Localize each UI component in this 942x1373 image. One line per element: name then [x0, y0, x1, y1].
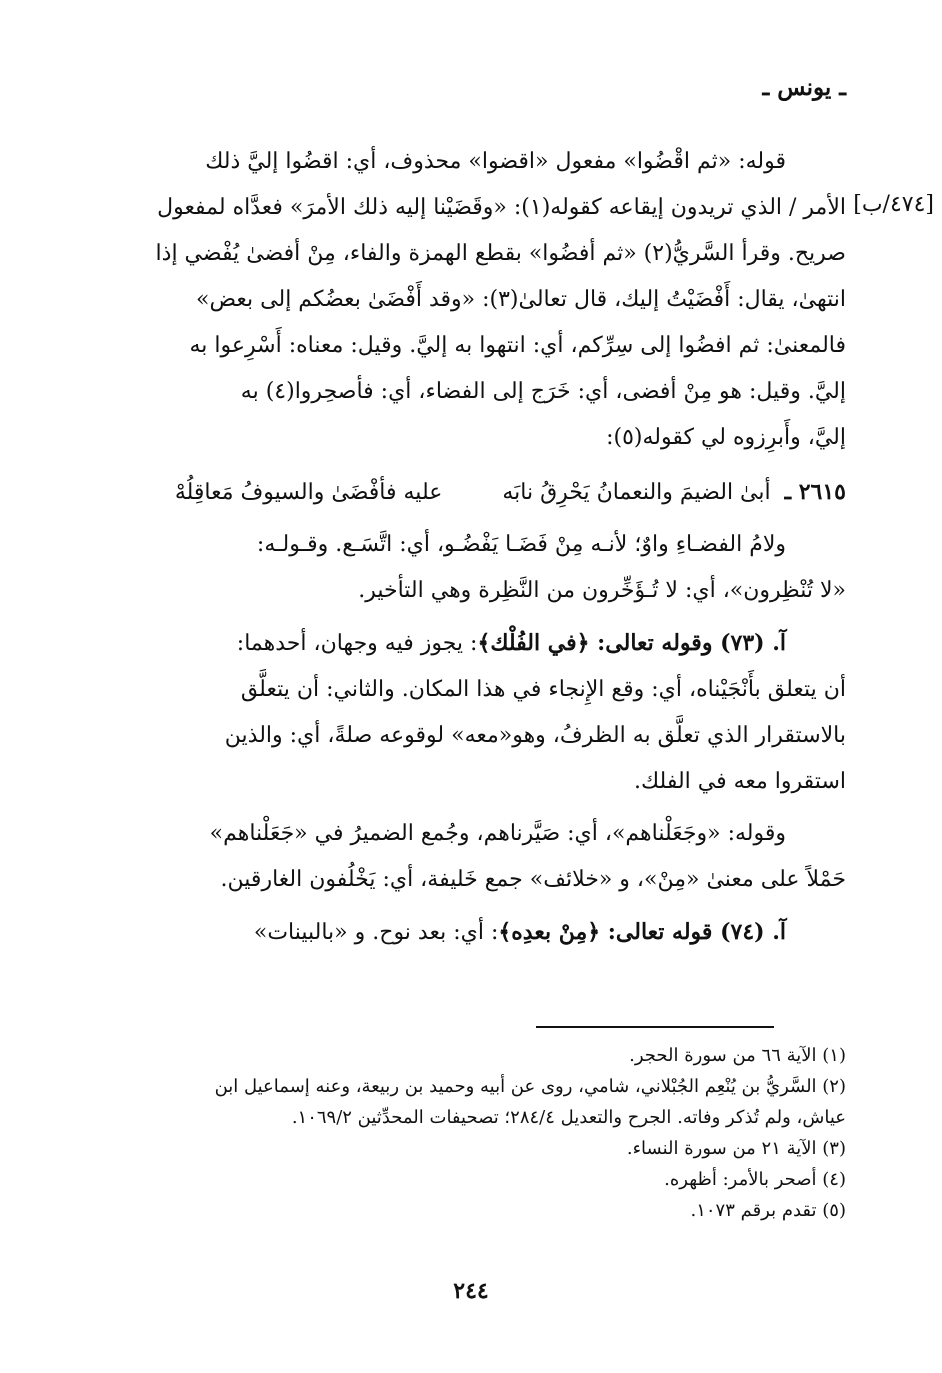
text-line: «لا تُنْظِرون»، أي: لا تُـؤَخِّرون من النَّظِرة وهي التأخير. [358, 578, 846, 603]
text-line: استقروا معه في الفلك. [634, 769, 846, 794]
text-line: بالاستقرار الذي تعلَّق به الظرفُ، وهو«معه» لوقوعه صلةً، أي: والذين [224, 723, 846, 748]
footnote: (٣) الآية ٢١ من سورة النساء. [626, 1138, 846, 1159]
running-header: ـ يونس ـ [762, 74, 846, 101]
footnote: (٤) أصحر بالأمر: أظهره. [664, 1169, 846, 1190]
footnote: (١) الآية ٦٦ من سورة الحجر. [629, 1045, 846, 1066]
text-line: فالمعنىٰ: ثم افضُوا إلى سِرِّكم، أي: انتهوا به إليَّ. وقيل: معناه: أَسْرِعوا به [189, 333, 846, 358]
footnotes [86, 1040, 846, 1226]
manuscript-folio-note: [٤٧٤/ب] [853, 192, 934, 217]
text-line: قوله: «ثم اقْضُوا» مفعول «اقضوا» محذوف، أي: اقضُوا إليَّ ذلك [205, 149, 786, 174]
verse-number: ٢٦١٥ ـ [784, 479, 846, 505]
text-line: الأمر / الذي تريدون إيقاعه كقوله(١): «وقَضَيْنا إليه ذلك الأمرَ» فعدَّاه لمفعول [157, 195, 846, 220]
verse-commentary-74 [90, 909, 846, 956]
verse-heading: آ. (٧٣) وقوله تعالى: ﴿في الفُلْك﴾ [477, 630, 786, 656]
text-line: إليَّ، وأَبرِزوه لي كقوله(٥): [606, 425, 846, 450]
verse-hemistich-1: أبىٰ الضيمَ والنعمانُ يَحْرِقُ نابَه [502, 480, 771, 505]
text-line: وقوله: «وجَعَلْناهم»، أي: صَيَّرناهم، وجُمع الضميرُ في «جَعَلْناهم» [209, 821, 786, 846]
poetry-verse [90, 469, 846, 516]
footnote-continuation: عياش، ولم تُذكر وفاته. الجرح والتعديل ٢٨٤/٤؛ تصحيفات المحدِّثين ١٠٦٩/٢. [291, 1107, 846, 1128]
text-line: إليَّ. وقيل: هو مِنْ أفضى، أي: خَرَج إلى الفضاء، أي: فأصحِروا(٤) به [240, 379, 846, 404]
heading-continuation: : أي: بعد نوح. و «بالبينات» [253, 920, 499, 945]
page-number: ٢٤٤ [453, 1278, 489, 1304]
text-line: حَمْلاً على معنىٰ «مِنْ»، و «خلائف» جمع خَليفة، أي: يَخْلُفون الغارقين. [220, 867, 846, 892]
text-line: ولامُ الفضـاءِ واوٌ؛ لأنـه مِنْ فَضَـا يَفْضُـو، أي: اتَّسَـع. وقـولـه: [256, 532, 786, 557]
heading-continuation: : يجوز فيه وجهان، أحدهما: [236, 631, 478, 656]
verse-hemistich-2: عليه فأفْضَىٰ والسيوفُ مَعاقِلُهْ [174, 480, 443, 505]
verse-heading: آ. (٧٤) قوله تعالى: ﴿مِنْ بعدِه﴾ [498, 919, 786, 945]
verse-commentary-73 [90, 620, 846, 667]
footnote: (٢) السَّريُّ بن يُنْعِم الجُبْلاني، شامي، روى عن أبيه وحميد بن ربيعة، وعنه إسماعيل ابن [214, 1076, 846, 1097]
text-line: أن يتعلق بأَنْجَيْناه، أي: وقع الإِنجاء في هذا المكان. والثاني: أن يتعلَّق [240, 677, 846, 702]
footnote: (٥) تقدم برقم ١٠٧٣. [690, 1200, 846, 1221]
footnote-separator [536, 1026, 774, 1028]
main-text [90, 133, 846, 956]
text-line: انتهىٰ، يقال: أَفْضَيْتُ إليك، قال تعالىٰ(٣): «وقد أَفْضَىٰ بعضُكم إلى بعض» [196, 287, 846, 312]
text-line: صريح. وقرأ السَّريُّ(٢) «ثم أفضُوا» بقطع الهمزة والفاء، مِنْ أفضىٰ يُفْضي إذا [155, 241, 846, 266]
